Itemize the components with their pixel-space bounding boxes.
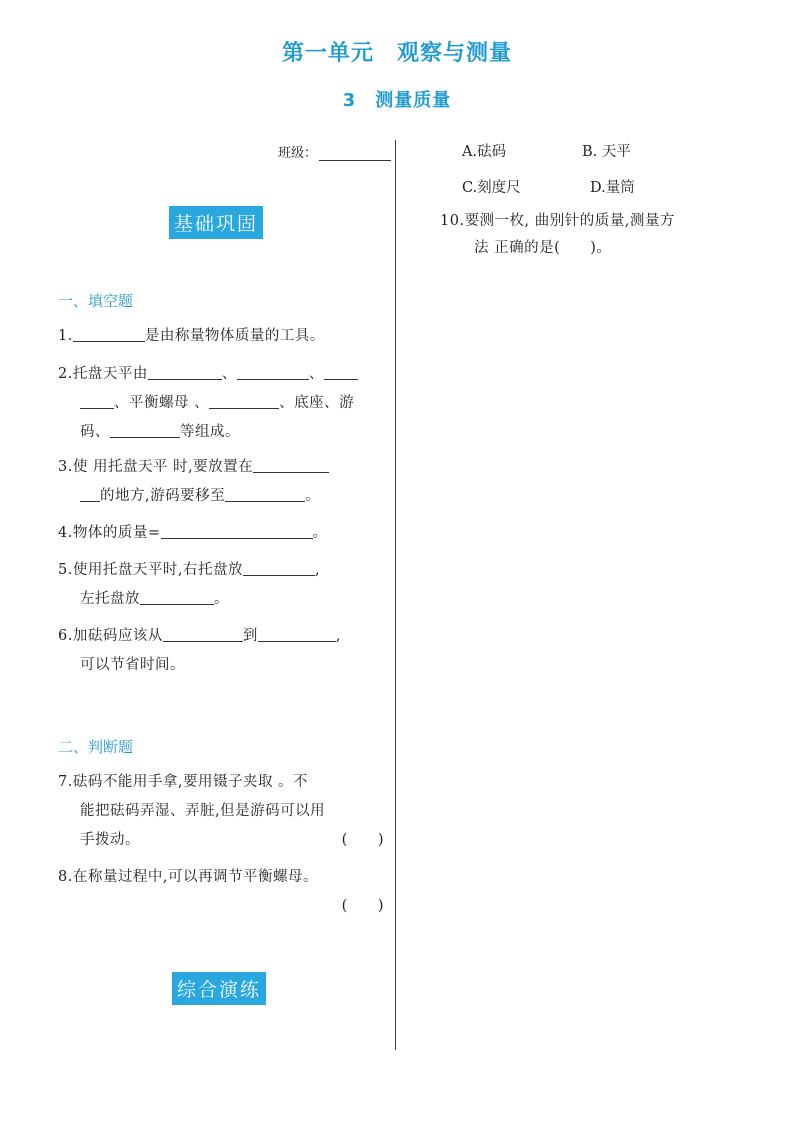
blank[interactable]: [324, 362, 358, 380]
blank[interactable]: [110, 420, 180, 438]
option-a[interactable]: A.砝码: [462, 144, 507, 160]
answer-parentheses[interactable]: ( ): [341, 832, 384, 848]
blank[interactable]: [73, 324, 145, 342]
blank[interactable]: [161, 521, 313, 539]
question-1: 1. 是由称量物体质量的工具。: [58, 322, 384, 351]
question-6: 6.加砝码应该从 到 , 可以节省时间。: [58, 622, 384, 680]
blank[interactable]: [80, 484, 100, 502]
section-true-false: 二、判断题: [58, 738, 134, 756]
blank[interactable]: [237, 362, 309, 380]
question-4: 4.物体的质量= 。: [58, 519, 384, 548]
class-field: [278, 142, 391, 161]
badge-comprehensive-practice: 综合演练: [170, 972, 266, 1005]
option-c[interactable]: C.刻度尺: [462, 180, 521, 196]
answer-parentheses[interactable]: ( ): [341, 898, 384, 914]
section-fill-in: 一、填空题: [58, 292, 134, 310]
blank[interactable]: [225, 484, 305, 502]
blank[interactable]: [258, 624, 336, 642]
question-10: 10.要测一枚, 曲别针的质量,测量方 法 正确的是( )。: [440, 213, 675, 256]
option-d[interactable]: D.量筒: [590, 180, 635, 196]
unit-title: 第一单元 观察与测量: [281, 41, 512, 66]
question-3: 3.使 用托盘天平 时,要放置在 的地方,游码要移至 。: [58, 453, 384, 511]
blank[interactable]: [80, 391, 114, 409]
blank[interactable]: [163, 624, 243, 642]
blank[interactable]: [148, 362, 222, 380]
blank[interactable]: [253, 455, 329, 473]
badge-basic-consolidation: 基础巩固: [167, 206, 263, 239]
blank[interactable]: [140, 587, 214, 605]
blank[interactable]: [243, 558, 315, 576]
class-label: 班级：: [278, 146, 318, 161]
question-2: 2.托盘天平由 、 、 、平衡螺母 、 、底座、游 码、 等组成。: [58, 360, 384, 447]
lesson-title: 3 测量质量: [342, 90, 452, 111]
question-7: 7.砝码不能用手拿,要用镊子夹取 。不 能把砝码弄湿、弄脏,但是游码可以用 手拨动。 ( ): [58, 768, 384, 855]
option-b[interactable]: B. 天平: [582, 144, 631, 160]
blank[interactable]: [209, 391, 279, 409]
class-blank[interactable]: [319, 145, 391, 161]
column-divider: [395, 140, 396, 1050]
question-8: 8.在称量过程中,可以再调节平衡螺母。 ( ): [58, 863, 384, 921]
question-5: 5.使用托盘天平时,右托盘放 , 左托盘放 。: [58, 556, 384, 614]
